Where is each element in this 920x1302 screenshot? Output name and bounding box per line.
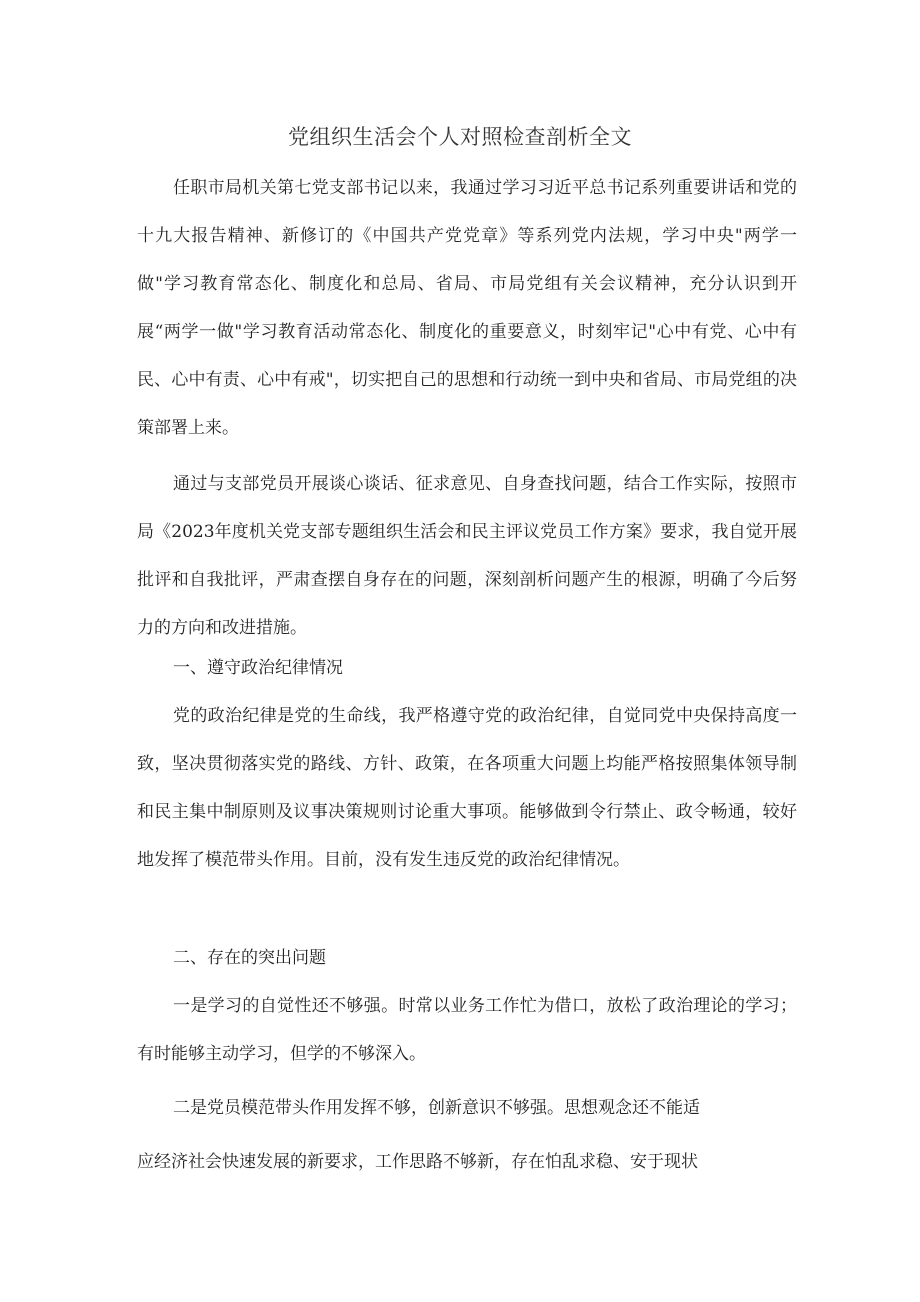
section-heading-problems: 二、存在的突出问题: [173, 948, 326, 968]
paragraph-intro: 任职市局机关第七党支部书记以来，我通过学习习近平总书记系列重要讲话和党的十九大报告精神、新修订的《中国共产党党章》等系列党内法规，学习中央"两学一做"学习教育常态化、制度化和总局、省局、市局党组有关会议精神，充分认识到开展“两学一做"学习教育活动常态化、制度化的重要意义，时刻牢记"心中有党、心中有民、心中有责、心中有戒"，切实把自己的思想和行动统一到中央和省局、市局党组的决策部署上来。: [137, 178, 797, 438]
paragraph-problem-one: 一是学习的自觉性还不够强。时常以业务工作忙为借口，放松了政治理论的学习；有时能够主动学习，但学的不够深入。: [137, 996, 797, 1064]
paragraph-method: 通过与支部党员开展谈心谈话、征求意见、自身查找问题，结合工作实际，按照市局《2023年度机关党支部专题组织生活会和民主评议党员工作方案》要求，我自觉开展批评和自我批评，严肃查摆自身存在的问题，深刻剖析问题产生的根源，明确了今后努力的方向和改进措施。: [137, 474, 797, 638]
paragraph-political-discipline: 党的政治纪律是党的生命线，我严格遵守党的政治纪律，自觉同党中央保持高度一致，坚决贯彻落实党的路线、方针、政策，在各项重大问题上均能严格按照集体领导制和民主集中制原则及议事决策规则讨论重大事项。能够做到令行禁止、政令畅通，较好地发挥了模范带头作用。目前，没有发生违反党的政治纪律情况。: [137, 706, 797, 870]
paragraph-problem-two-line2: 应经济社会快速发展的新要求，工作思路不够新，存在怕乱求稳、安于现状: [137, 1152, 698, 1172]
paragraph-problem-two-line1: 二是党员模范带头作用发挥不够，创新意识不够强。思想观念还不能适: [173, 1098, 700, 1118]
document-title: 党组织生活会个人对照检查剖析全文: [288, 125, 632, 149]
section-heading-political-discipline: 一、遵守政治纪律情况: [173, 658, 343, 678]
